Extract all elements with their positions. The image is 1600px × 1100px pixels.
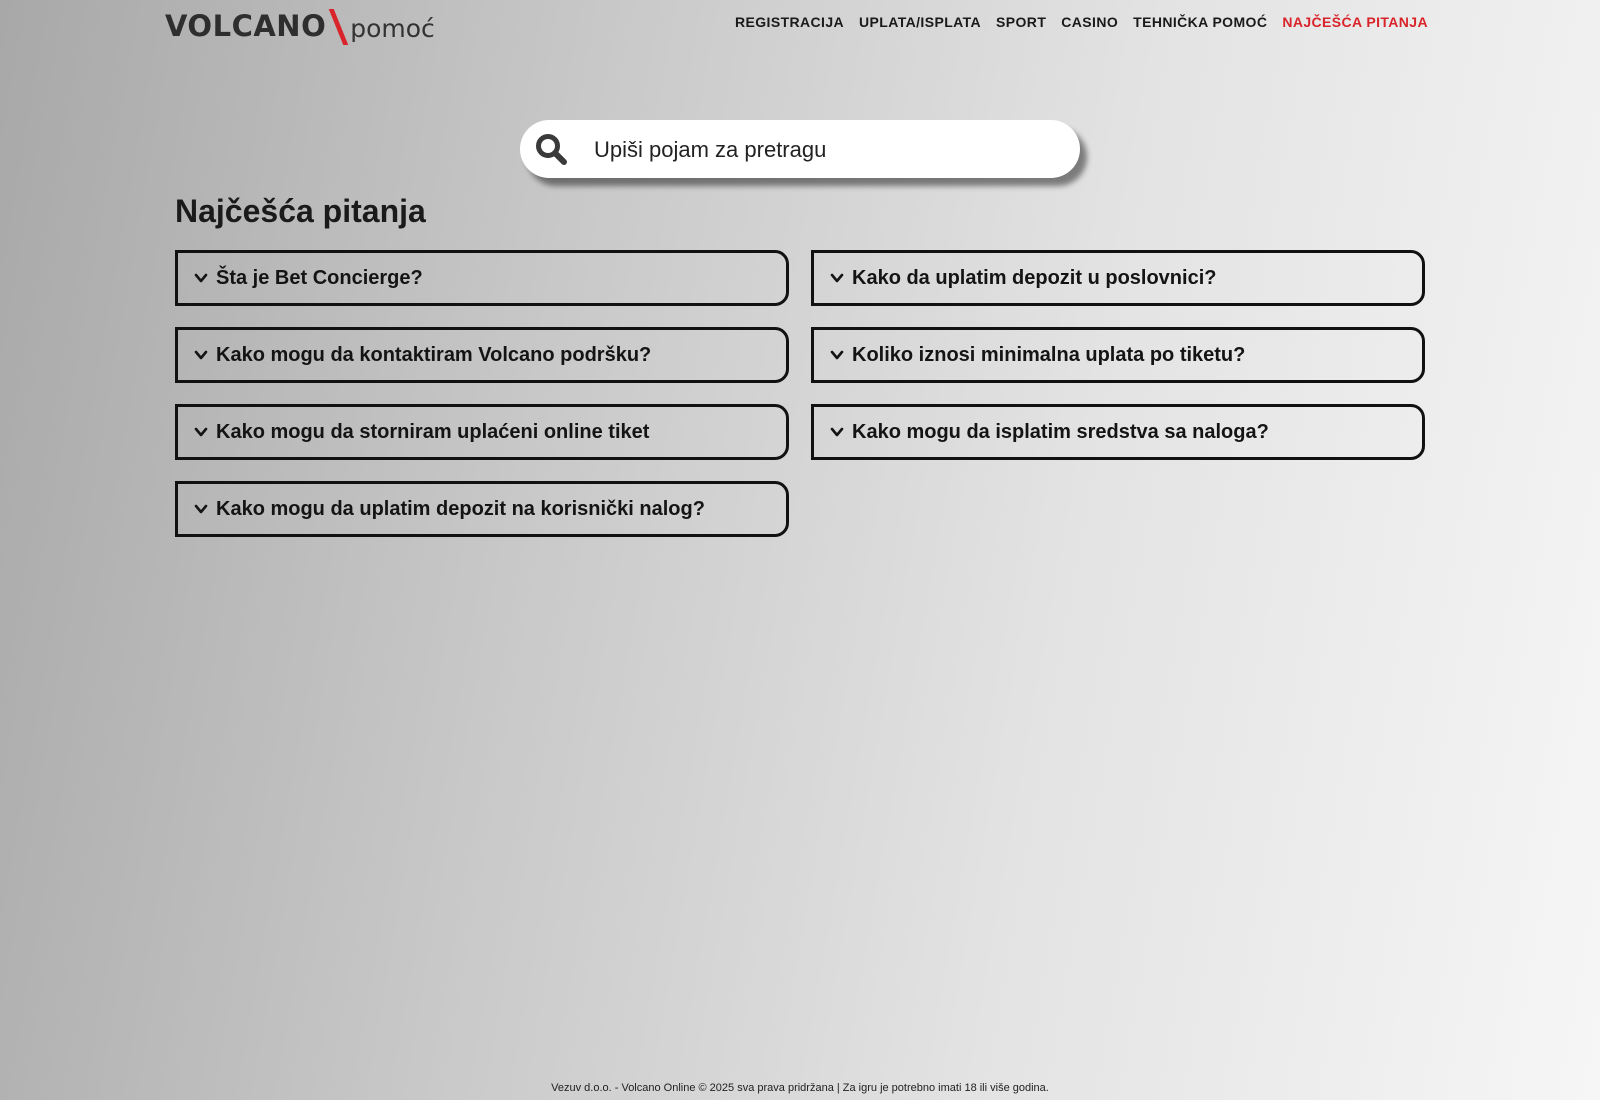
nav-item-tehnicka-pomoc[interactable]: TEHNIČKA POMOĆ [1133, 14, 1268, 30]
chevron-down-icon [830, 425, 844, 439]
search-icon[interactable] [534, 132, 568, 166]
faq-question: Koliko iznosi minimalna uplata po tiketu? [852, 343, 1246, 366]
chevron-down-icon [830, 271, 844, 285]
chevron-down-icon [830, 348, 844, 362]
faq-item[interactable] [175, 250, 789, 306]
faq-question: Kako mogu da kontaktiram Volcano podršku? [216, 343, 652, 366]
logo-slash-icon [329, 9, 349, 45]
chevron-down-icon [194, 425, 208, 439]
faq-item[interactable] [175, 327, 789, 383]
faq-item[interactable] [811, 404, 1425, 460]
faq-question: Šta je Bet Concierge? [216, 266, 423, 289]
footer-copyright: Vezuv d.o.o. - Volcano Online © 2025 sva prava pridržana | Za igru je potrebno imati 18 ili više godina. [551, 1082, 1049, 1094]
logo-brand: VOLCANO [165, 9, 327, 43]
faq-question: Kako mogu da isplatim sredstva sa naloga? [852, 420, 1269, 443]
search-bar [520, 120, 1080, 178]
faq-question: Kako da uplatim depozit u poslovnici? [852, 266, 1217, 289]
search-input[interactable] [592, 120, 1066, 180]
nav-item-sport[interactable]: SPORT [996, 14, 1047, 30]
faq-list [175, 250, 1425, 537]
page-title: Najčešća pitanja [175, 193, 426, 229]
nav-item-najcesca-pitanja[interactable]: NAJČEŠĆA PITANJA [1282, 14, 1428, 30]
nav-item-casino[interactable]: CASINO [1061, 14, 1119, 30]
faq-item[interactable] [175, 481, 789, 537]
volcano-logo[interactable] [165, 6, 435, 46]
nav-item-uplata-isplata[interactable]: UPLATA/ISPLATA [859, 14, 982, 30]
chevron-down-icon [194, 348, 208, 362]
nav-item-registracija[interactable]: REGISTRACIJA [735, 14, 845, 30]
site-header [0, 0, 1600, 50]
faq-item[interactable] [175, 404, 789, 460]
faq-item[interactable] [811, 250, 1425, 306]
main-nav [735, 14, 1428, 30]
logo-subtitle: pomoć [350, 13, 435, 43]
faq-question: Kako mogu da storniram uplaćeni online tiket [216, 420, 650, 443]
faq-question: Kako mogu da uplatim depozit na korisnički nalog? [216, 497, 705, 520]
chevron-down-icon [194, 271, 208, 285]
chevron-down-icon [194, 502, 208, 516]
faq-item[interactable] [811, 327, 1425, 383]
